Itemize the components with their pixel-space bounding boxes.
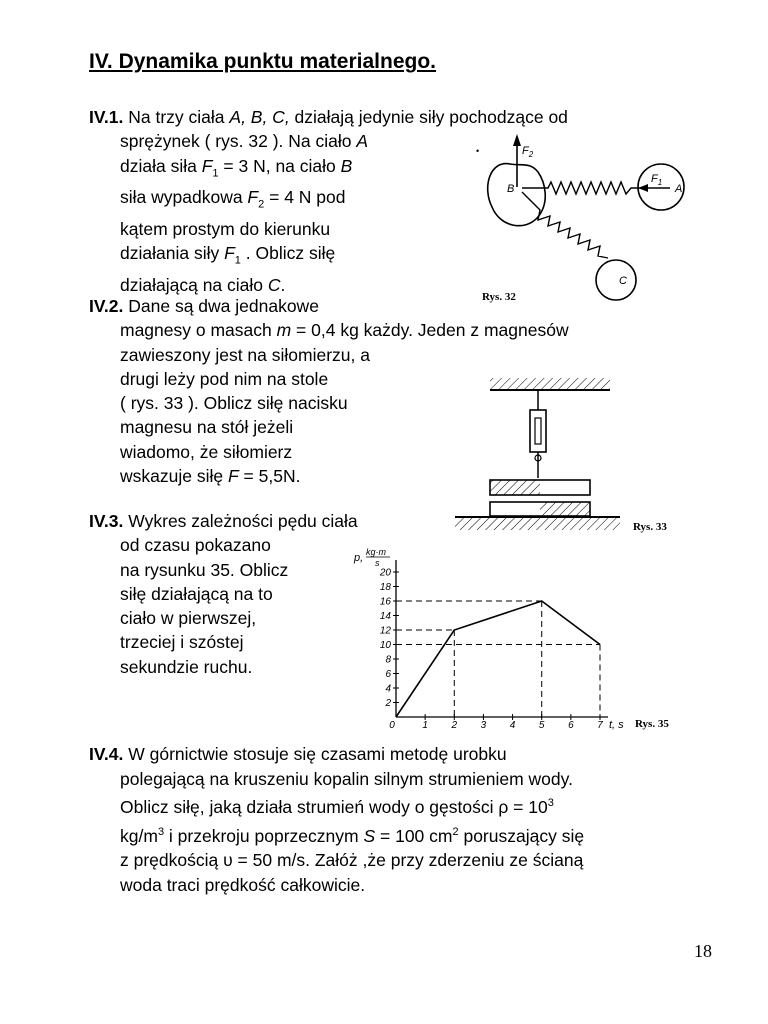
- label-c: C: [619, 275, 627, 287]
- problem-line: ( rys. 33 ). Oblicz siłę nacisku: [120, 393, 348, 414]
- y-axis-unit-den: s: [375, 558, 380, 568]
- x-tick-label: 0: [389, 720, 395, 731]
- problem-line: Oblicz siłę, jaką działa strumień wody o gęstości $\rho = 10^3$: [120, 797, 554, 818]
- x-tick-label: 4: [509, 720, 516, 731]
- problem-line: sprężynek ( rys. 32 ). Na ciało A: [120, 131, 369, 152]
- problem-line: magnesy o masach m = 0,4 kg każdy. Jeden z magnesów: [120, 320, 569, 341]
- label-f1: $F_1$: [651, 173, 663, 187]
- y-tick-label: 4: [385, 683, 391, 695]
- x-tick-label: 7: [597, 720, 603, 731]
- caption-rys-32: Rys. 32: [482, 291, 516, 303]
- y-axis-label: p,: [354, 552, 364, 564]
- problem-number: IV.2.: [89, 296, 129, 316]
- x-tick-label: 3: [480, 720, 487, 731]
- figure-rys-35-chart: [348, 545, 678, 735]
- x-tick-label: 5: [538, 720, 545, 731]
- problem-line: kątem prostym do kierunku: [120, 219, 331, 240]
- y-tick-label: 10: [379, 640, 391, 651]
- problem-number: IV.4.: [89, 744, 129, 764]
- x-tick-label: 6: [568, 720, 574, 731]
- page-title: IV. Dynamika punktu materialnego.: [89, 50, 436, 73]
- svg-text:•: •: [476, 146, 480, 156]
- problem-iv3: [89, 509, 358, 679]
- x-axis-label: t, s: [609, 719, 624, 731]
- problem-line: zawieszony jest na siłomierzu, a: [120, 344, 370, 365]
- problem-line: z prędkością υ = 50 m/s. Załóż ,że przy zderzeniu ze ścianą: [120, 850, 584, 871]
- problem-line: IV.3. Wykres zależności pędu ciała: [89, 511, 358, 531]
- problem-line: wiadomo, że siłomierz: [120, 441, 293, 462]
- x-tick-label: 2: [451, 720, 458, 731]
- label-f2: $F_2$: [522, 145, 534, 159]
- problem-iv4: [89, 742, 584, 897]
- y-tick-label: 18: [379, 582, 391, 593]
- series-line: [396, 601, 600, 717]
- y-tick-label: 20: [379, 567, 391, 579]
- problem-line: od czasu pokazano: [120, 535, 271, 556]
- problem-line: działa siła $F_1 = 3$ N, na ciało B: [120, 155, 353, 180]
- problem-line: trzeciej i szóstej: [120, 632, 244, 653]
- problem-line: sekundzie ruchu.: [120, 656, 253, 677]
- problem-line: $kg/m^3$ i przekroju poprzecznym S = 100 $cm^2$ poruszający się: [120, 825, 585, 846]
- problem-line: ciało w pierwszej,: [120, 608, 257, 629]
- figure-rys-33: [450, 370, 690, 535]
- problem-line: siła wypadkowa $F_2 = 4$ N pod: [120, 187, 346, 211]
- problem-line: IV.2. Dane są dwa jednakowe: [89, 296, 319, 316]
- problem-line: IV.4. W górnictwie stosuje się czasami metodę urobku: [89, 744, 507, 764]
- problem-line: siłę działającą na to: [120, 583, 273, 604]
- problem-line: IV.1. Na trzy ciała A, B, C, działają jedynie siły pochodzące od: [89, 107, 568, 127]
- y-tick-label: 8: [385, 654, 391, 666]
- label-b: B: [507, 183, 515, 195]
- caption-rys-33: Rys. 33: [633, 521, 667, 533]
- problem-line: działania siły $F_1$ . Oblicz siłę: [120, 243, 336, 267]
- y-axis-unit-num: kg·m: [366, 547, 386, 557]
- problem-line: działającą na ciało C.: [120, 275, 286, 296]
- label-a: A: [675, 183, 683, 195]
- y-tick-label: 12: [379, 625, 391, 637]
- y-tick-label: 2: [385, 698, 391, 709]
- x-tick-label: 1: [422, 720, 428, 731]
- problem-line: wskazuje siłę F = 5,5N.: [120, 466, 301, 487]
- problem-line: woda traci prędkość całkowicie.: [120, 874, 366, 895]
- problem-number: IV.3.: [89, 511, 129, 531]
- y-tick-label: 6: [385, 669, 391, 680]
- problem-line: drugi leży pod nim na stole: [120, 368, 329, 389]
- y-tick-label: 14: [379, 611, 391, 622]
- problem-line: na rysunku 35. Oblicz: [120, 559, 289, 580]
- problem-line: polegającą na kruszeniu kopalin silnym strumieniem wody.: [120, 768, 573, 789]
- page-number: 18: [694, 941, 712, 961]
- y-tick-label: 16: [379, 596, 391, 608]
- figure-rys-32: [470, 132, 710, 307]
- problem-number: IV.1.: [89, 107, 129, 127]
- caption-rys-35: Rys. 35: [635, 718, 669, 730]
- problem-line: magnesu na stół jeżeli: [120, 417, 294, 438]
